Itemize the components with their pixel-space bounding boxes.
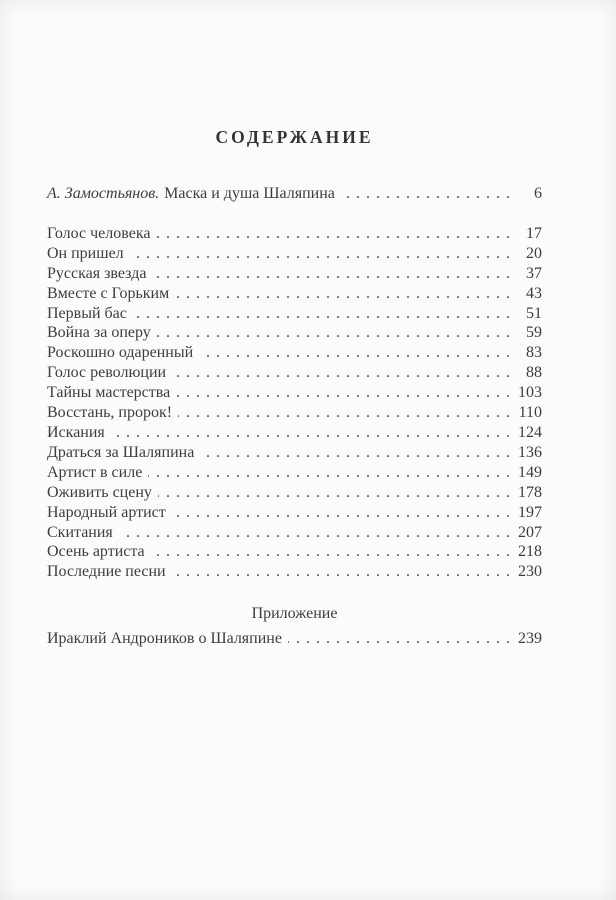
toc-entry-title: Восстань, пророк! <box>47 404 173 422</box>
toc-entry <box>47 443 542 463</box>
dot-leader <box>157 323 511 343</box>
toc-entry-title: Искания <box>47 423 105 441</box>
toc-entry-title: Первый бас <box>47 304 127 322</box>
toc-entry <box>47 542 542 562</box>
toc-entry-title: Ираклий Андроников о Шаляпине <box>47 630 282 648</box>
page-title: СОДЕРЖАНИЕ <box>215 127 374 147</box>
dot-leader <box>172 363 511 383</box>
dot-leader <box>156 224 511 244</box>
toc-entry-title: Маска и душа Шаляпина <box>164 185 335 202</box>
toc-entry-intro <box>47 184 542 204</box>
dot-leader <box>200 443 511 463</box>
dot-leader <box>133 304 511 324</box>
toc-entry-title: Голос человека <box>47 224 151 242</box>
toc-entry <box>47 503 542 523</box>
dot-leader <box>111 423 511 443</box>
toc-entry-title: Драться за Шаляпина <box>47 443 195 461</box>
toc-entry-page: 88 <box>526 364 542 382</box>
dot-leader <box>175 284 511 304</box>
toc-entry-title: Тайны мастерства <box>47 384 171 402</box>
toc-entry <box>47 284 542 304</box>
toc-entry-title: Вместе с Горьким <box>47 284 170 302</box>
toc-entry-page: 6 <box>534 185 542 202</box>
toc-entry-page: 178 <box>518 483 542 501</box>
toc-entry <box>47 383 542 403</box>
toc-entry-page: 149 <box>518 463 542 481</box>
toc-entry-page: 218 <box>518 543 542 561</box>
dot-leader <box>158 483 511 503</box>
toc-entry-page: 207 <box>518 523 542 541</box>
toc-entry-title: Роскошно одаренный <box>47 344 194 362</box>
dot-leader <box>152 264 511 284</box>
toc-entry <box>47 304 542 324</box>
toc-entry-title: Последние песни <box>47 563 166 581</box>
toc-entry-page: 43 <box>526 284 542 302</box>
toc-entry-title: Народный артист <box>47 503 166 521</box>
dot-leader <box>288 629 511 649</box>
toc-entry <box>47 343 542 363</box>
toc-entry-page: 103 <box>518 384 542 402</box>
toc-entry-page: 239 <box>518 630 542 648</box>
toc-entry-page: 37 <box>526 264 542 282</box>
toc-entry <box>47 523 542 543</box>
toc-entry-page: 230 <box>518 563 542 581</box>
toc-entry-title: Он пришел <box>47 244 124 262</box>
toc-entry-author: А. Замостьянов. <box>47 185 160 202</box>
toc-entry-page: 17 <box>526 224 542 242</box>
dot-leader <box>151 542 511 562</box>
dot-leader <box>176 383 511 403</box>
toc-list <box>47 224 542 582</box>
toc-entry-title: Артист в силе <box>47 463 143 481</box>
dot-leader <box>119 523 511 543</box>
toc-entry-appendix <box>47 629 542 649</box>
toc-entry-page: 83 <box>526 344 542 362</box>
toc-entry <box>47 323 542 343</box>
toc-entry-title: Война за оперу <box>47 324 151 342</box>
toc-entry-title: Скитания <box>47 523 113 541</box>
dot-leader <box>199 343 511 363</box>
toc-entry-page: 197 <box>518 503 542 521</box>
dot-leader <box>172 562 511 582</box>
appendix-heading: Приложение <box>251 605 338 623</box>
toc-entry <box>47 463 542 483</box>
toc-entry <box>47 363 542 383</box>
dot-leader <box>148 463 511 483</box>
toc-entry-title: Голос революции <box>47 364 167 382</box>
toc-entry-page: 59 <box>526 324 542 342</box>
dot-leader <box>341 184 511 204</box>
toc-entry <box>47 483 542 503</box>
toc-entry <box>47 403 542 423</box>
toc-entry <box>47 562 542 582</box>
toc-entry-page: 124 <box>518 423 542 441</box>
toc-entry <box>47 423 542 443</box>
toc-entry-title: Осень артиста <box>47 543 145 561</box>
dot-leader <box>178 403 511 423</box>
toc-entry <box>47 224 542 244</box>
toc-entry-page: 110 <box>518 404 542 422</box>
toc-entry-page: 136 <box>518 443 542 461</box>
toc-entry-page: 20 <box>526 244 542 262</box>
dot-leader <box>172 503 511 523</box>
toc-entry-title: Оживить сцену <box>47 483 152 501</box>
toc-entry <box>47 264 542 284</box>
toc-entry <box>47 244 542 264</box>
toc-entry-title: Русская звезда <box>47 264 147 282</box>
dot-leader <box>130 244 511 264</box>
toc-entry-page: 51 <box>526 304 542 322</box>
